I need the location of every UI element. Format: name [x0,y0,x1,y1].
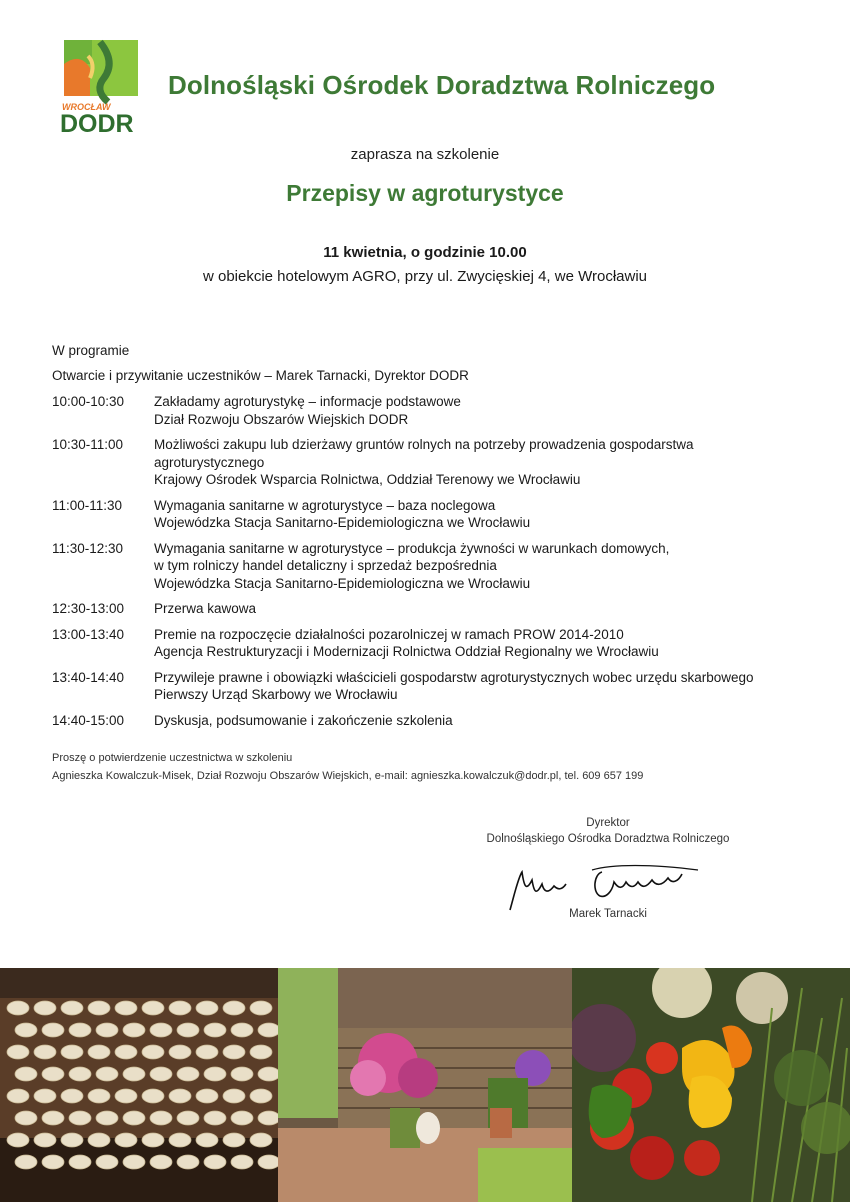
organization-title: Dolnośląski Ośrodek Doradztwa Rolniczego [168,70,716,100]
dumpling [223,1001,245,1015]
schedule-time: 14:40-15:00 [52,712,125,728]
dumpling [42,1111,64,1125]
dumpling [250,1089,272,1103]
cottage-photo [278,968,572,1202]
dumpling [61,1001,83,1015]
dumpling [42,1023,64,1037]
schedule-row [52,393,822,428]
dumpling [142,1001,164,1015]
schedule-line: Możliwości zakupu lub dzierżawy gruntów rolnych na potrzeby prowadzenia gospodarstwa [154,437,694,452]
dumpling [123,1067,145,1081]
schedule-row [52,497,822,532]
program-opening: Otwarcie i przywitanie uczestników – Marek Tarnacki, Dyrektor DODR [52,368,469,383]
dumpling [150,1067,172,1081]
note-line: Proszę o potwierdzenie uczestnictwa w szkoleniu [52,752,293,764]
dumpling [169,1133,191,1147]
dumpling [34,1089,56,1103]
program-schedule [52,393,822,737]
dumpling [88,1001,110,1015]
event-title: Przepisy w agroturystyce [286,180,564,206]
dumpling [88,1089,110,1103]
schedule-row [52,600,822,618]
schedule-line: Wojewódzka Stacja Sanitarno-Epidemiologiczna we Wrocławiu [154,515,531,530]
schedule-time: 13:00-13:40 [52,626,125,642]
dumpling [15,1111,37,1125]
dumpling [250,1045,272,1059]
dumpling [142,1045,164,1059]
schedule-time: 10:00-10:30 [52,394,125,409]
dumpling [196,1001,218,1015]
dumpling [42,1067,64,1081]
event-venue: w obiekcie hotelowym AGRO, przy ul. Zwycięskiej 4, we Wrocławiu [202,268,648,285]
dumpling [150,1155,172,1169]
logo-city: WROCŁAW [62,102,111,112]
signature-block [458,815,758,847]
schedule-time: 13:40-14:40 [52,669,125,685]
dumpling [123,1023,145,1037]
dumpling [34,1045,56,1059]
dumpling [196,1045,218,1059]
schedule-line: Krajowy Ośrodek Wsparcia Rolnictwa, Oddział Terenowy we Wrocławiu [154,472,581,487]
schedule-row [52,669,822,704]
dumpling [169,1045,191,1059]
dumpling [88,1133,110,1147]
dumpling [15,1067,37,1081]
dumpling [142,1133,164,1147]
event-date: 11 kwietnia, o godzinie 10.00 [323,244,527,261]
contact-line: Agnieszka Kowalczuk-Misek, Dział Rozwoju Obszarów Wiejskich, e-mail: agnieszka.kowalczuk@dodr.pl, tel. 609 657 199 [52,770,644,782]
dumpling [61,1045,83,1059]
program-heading: W programie [52,343,130,358]
dumpling [96,1111,118,1125]
schedule-line: Wymagania sanitarne w agroturystyce – baza noclegowa [154,497,496,513]
dumpling [204,1111,226,1125]
dumpling [223,1133,245,1147]
dumpling [196,1133,218,1147]
signature-institution: Dolnośląskiego Ośrodka Doradztwa Rolniczego [486,833,730,845]
dumpling [7,1133,29,1147]
dumpling [15,1155,37,1169]
registration-note [52,749,643,785]
schedule-time: 11:30-12:30 [52,540,124,556]
dumpling [231,1155,253,1169]
dumpling [150,1023,172,1037]
dumpling [69,1111,91,1125]
dumpling [123,1155,145,1169]
dumpling [115,1001,137,1015]
dumpling [169,1001,191,1015]
dumpling [231,1067,253,1081]
dumpling [169,1089,191,1103]
dumpling [231,1111,253,1125]
schedule-line: Zakładamy agroturystykę – informacje podstawowe [154,394,461,409]
dumpling [34,1133,56,1147]
dumpling [115,1045,137,1059]
signature-role: Dyrektor [586,817,630,829]
schedule-line: Pierwszy Urząd Skarbowy we Wrocławiu [154,687,398,702]
dumpling [258,1023,278,1037]
dumpling [96,1023,118,1037]
schedule-line: Przywileje prawne i obowiązki właścicieli gospodarstw agroturystycznych wobec urzędu skarbowego [154,669,754,685]
dumpling [69,1155,91,1169]
dumpling [96,1067,118,1081]
dumpling [223,1089,245,1103]
dumplings-photo [0,968,278,1202]
dumpling [258,1067,278,1081]
schedule-time: 10:30-11:00 [52,437,124,452]
dumpling [61,1133,83,1147]
dumpling [223,1045,245,1059]
dumpling [7,1089,29,1103]
dumpling [69,1067,91,1081]
dodr-logo [60,38,144,136]
dumpling [204,1155,226,1169]
dumpling [258,1155,278,1169]
dumpling [115,1089,137,1103]
dumpling [204,1023,226,1037]
dumpling [177,1023,199,1037]
schedule-row [52,540,822,593]
dumpling [7,1001,29,1015]
dumpling [177,1067,199,1081]
dumpling [250,1133,272,1147]
dumpling [96,1155,118,1169]
dumpling [15,1023,37,1037]
dumpling [204,1067,226,1081]
photo-strip [0,968,850,1202]
signature-name: Marek Tarnacki [569,908,647,920]
schedule-line: Wymagania sanitarne w agroturystyce – produkcja żywności w warunkach domowych, [154,540,670,556]
dumpling [88,1045,110,1059]
dumpling [61,1089,83,1103]
dumpling [69,1023,91,1037]
schedule-row [52,626,822,661]
schedule-line: Dział Rozwoju Obszarów Wiejskich DODR [154,411,409,427]
schedule-line: Przerwa kawowa [154,601,257,616]
schedule-line: Agencja Restrukturyzacji i Modernizacji Rolnictwa Oddział Regionalny we Wrocławiu [154,644,659,659]
logo-text: DODR [60,110,134,136]
dumpling [42,1155,64,1169]
schedule-line: Wojewódzka Stacja Sanitarno-Epidemiologiczna we Wrocławiu [154,575,531,591]
dumpling [7,1045,29,1059]
schedule-line: w tym rolniczy handel detaliczny i sprzedaż bezpośrednia [154,558,497,573]
schedule-line: Dyskusja, podsumowanie i zakończenie szkolenia [154,712,453,728]
dumpling [115,1133,137,1147]
dumpling [177,1155,199,1169]
schedule-row [52,436,822,489]
schedule-time: 12:30-13:00 [52,601,125,616]
dumpling [250,1001,272,1015]
dumpling [123,1111,145,1125]
dumpling [196,1089,218,1103]
dumpling [150,1111,172,1125]
schedule-line: agroturystycznego [154,454,265,470]
dumpling [177,1111,199,1125]
schedule-line: Premie na rozpoczęcie działalności pozarolniczej w ramach PROW 2014-2010 [154,626,624,642]
vegetables-photo [572,968,850,1202]
dumpling [258,1111,278,1125]
schedule-row [52,712,822,730]
dumpling [34,1001,56,1015]
schedule-time: 11:00-11:30 [52,497,123,513]
dumpling [231,1023,253,1037]
dumpling [142,1089,164,1103]
invite-text: zaprasza na szkolenie [350,146,500,163]
